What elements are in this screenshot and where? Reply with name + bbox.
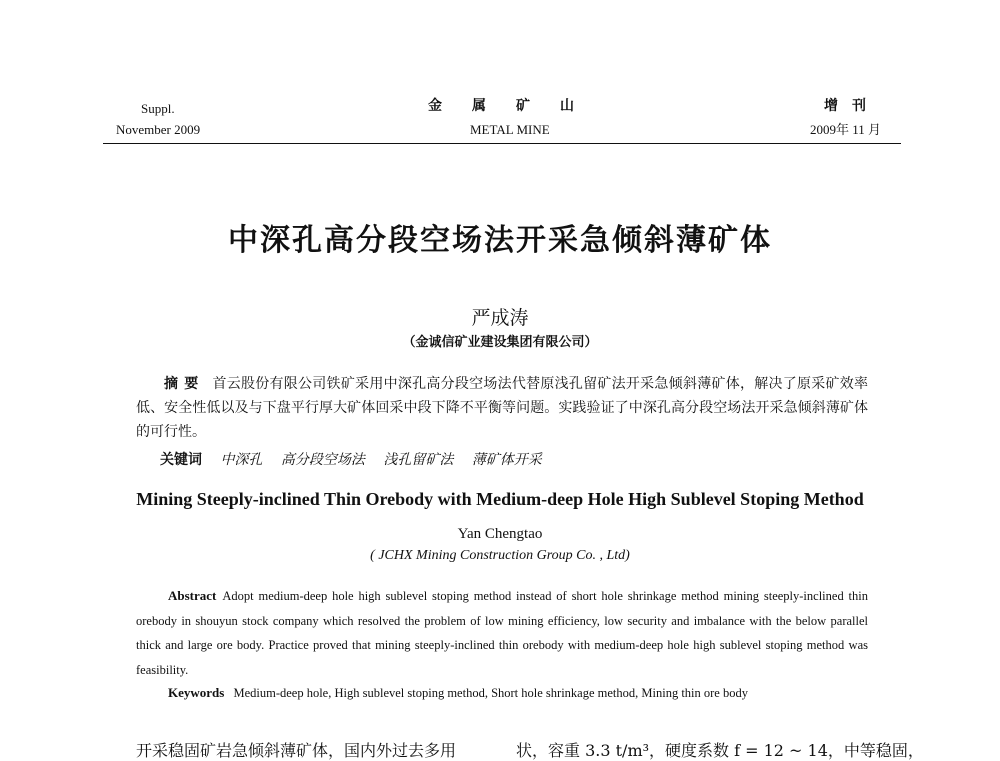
keywords-text-en: Medium-deep hole, High sublevel stoping method, Short hole shrinkage method, Mining thin ore body — [233, 686, 748, 700]
paper-title-cn: 中深孔高分段空场法开采急倾斜薄矿体 — [228, 223, 772, 258]
body-text-right-column: 状，容重 3.3 t/m³，硬度系数 f = 12 ~ 14，中等稳固， — [516, 741, 924, 760]
journal-name-cn: 金属矿山 — [428, 99, 604, 114]
keyword-cn: 薄矿体开采 — [471, 452, 542, 468]
paper-title-en: Mining Steeply-inclined Thin Orebody with Medium-deep Hole High Sublevel Stoping Method — [136, 489, 864, 509]
abstract-text-en: Adopt medium-deep hole high sublevel stoping method instead of short hole shrinkage method mining steeply-inclined thin orebody in shouyun stock company which resolved the problem of low mining efficiency, low security and imbalance with the below parallel thick and large ore body. Practice proved that mining steeply-inclined thin orebody with medium-deep hole high sublevel stoping method was feasibility. — [136, 589, 868, 677]
affiliation-en: ( JCHX Mining Construction Group Co. , Ltd) — [370, 548, 630, 563]
issue-date-en: November 2009 — [116, 122, 201, 137]
journal-supplement-en: Suppl. — [141, 101, 175, 116]
keyword-cn: 中深孔 — [220, 452, 263, 468]
keywords-cn — [160, 449, 556, 471]
abstract-label-cn: 摘要 — [164, 376, 205, 392]
author-cn: 严成涛 — [471, 307, 529, 329]
keyword-cn: 浅孔留矿法 — [383, 452, 454, 468]
header-rule — [103, 143, 901, 144]
issue-date-cn: 2009年 11 月 — [810, 122, 882, 137]
abstract-label-en: Abstract — [168, 588, 217, 603]
abstract-cn — [136, 372, 868, 444]
abstract-en — [136, 584, 868, 682]
keywords-label-en: Keywords — [168, 685, 225, 700]
author-en: Yan Chengtao — [457, 526, 543, 542]
abstract-text-cn: 首云股份有限公司铁矿采用中深孔高分段空场法代替原浅孔留矿法开采急倾斜薄矿体，解决了原采矿效率低、安全性低以及与下盘平行厚大矿体回采中段下降不平衡等问题。实践验证了中深孔高分段空场法开采急倾斜薄矿体的可行性。 — [136, 376, 869, 440]
journal-name-en: METAL MINE — [470, 122, 550, 137]
supplement-label-cn: 增刊 — [824, 99, 880, 114]
body-text-left-column: 开采稳固矿岩急倾斜薄矿体，国内外过去多用 — [136, 741, 457, 760]
keywords-label-cn: 关键词 — [160, 452, 202, 468]
keywords-en — [168, 685, 748, 701]
affiliation-cn: （金诚信矿业建设集团有限公司） — [402, 335, 598, 350]
keyword-cn: 高分段空场法 — [280, 452, 365, 468]
